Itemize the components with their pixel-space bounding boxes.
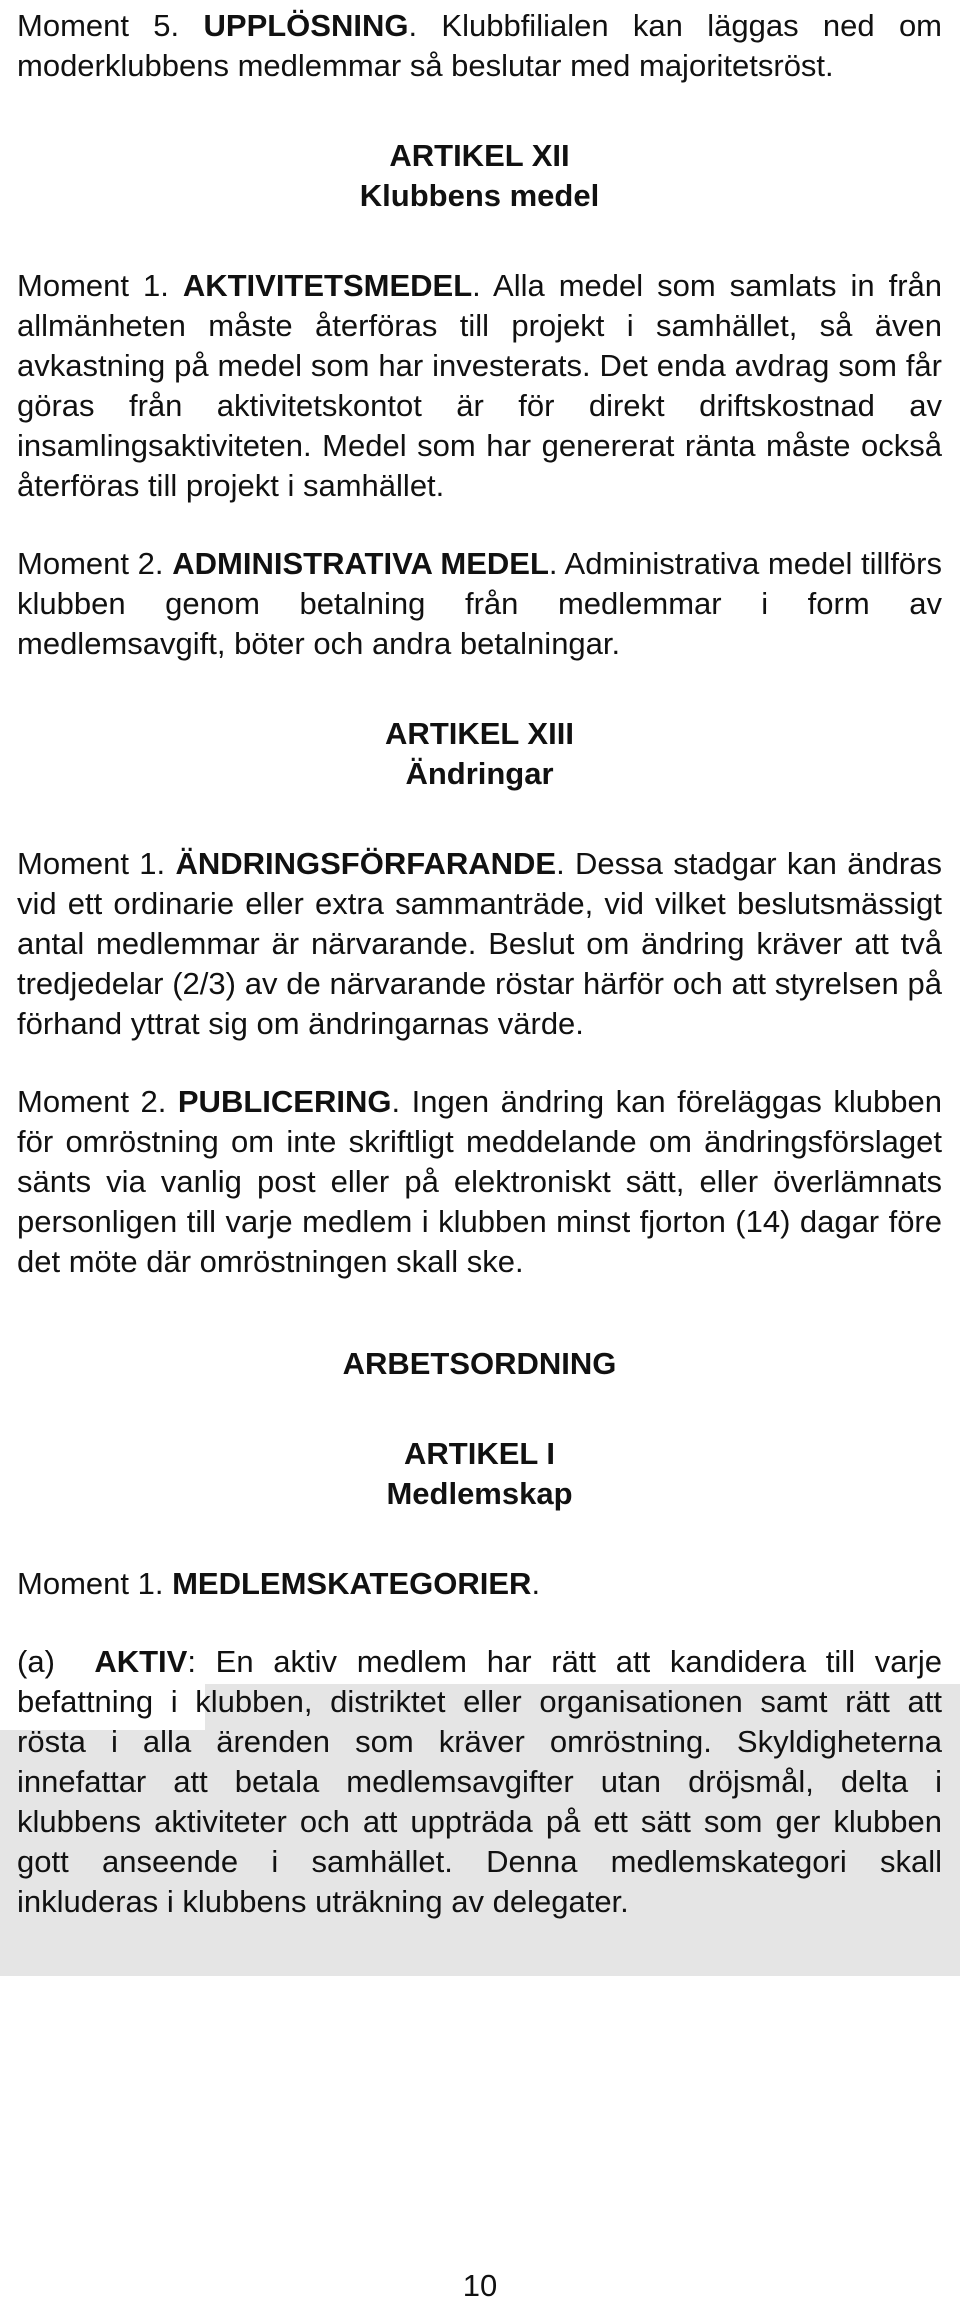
moment-1-aktivitetsmedel-paragraph: [17, 266, 942, 506]
moment-keyword: PUBLICERING: [177, 1084, 392, 1119]
moment-5-paragraph: [17, 6, 942, 86]
moment-keyword: MEDLEMSKATEGORIER: [172, 1566, 532, 1601]
aktiv-member-paragraph: [17, 1642, 942, 1922]
article-1-heading: [17, 1434, 942, 1514]
moment-keyword: ADMINISTRATIVA MEDEL: [172, 546, 549, 581]
moment-2-administrativa-paragraph: [17, 544, 942, 664]
moment-text: . Klubbfilialen kan läggas ned om moderklubbens medlemmar så beslutar med majoritetsröst.: [17, 8, 943, 83]
item-keyword: AKTIV: [94, 1644, 188, 1679]
moment-keyword: AKTIVITETSMEDEL: [182, 268, 473, 303]
article-12-heading: [17, 136, 942, 216]
document-body: [17, 6, 942, 1922]
page-number: 10: [462, 2268, 498, 2303]
item-text: : En aktiv medlem har rätt att kandidera till varje befattning i klubben, distriktet eller organisationen samt rätt att rösta i alla ärenden som kräver omröstning. Skyldigheterna innefattar att betala medlemsavgifter utan dröjsmål, delta i klubbens aktiviteter och att uppträda på ett sätt som ger klubben gott anseende i samhället. Denna medlemskategori skall inkluderas i klubbens uträkning av delegater.: [17, 1644, 942, 1919]
moment-text: .: [531, 1566, 541, 1601]
moment-keyword: ÄNDRINGSFÖRFARANDE: [175, 846, 557, 881]
moment-label: Moment 5.: [17, 8, 204, 43]
article-title: ARTIKEL XII: [389, 138, 570, 173]
article-subtitle: Klubbens medel: [359, 178, 600, 213]
article-subtitle: Ändringar: [405, 756, 554, 791]
article-title: ARTIKEL XIII: [385, 716, 574, 751]
moment-label: Moment 2.: [17, 1084, 178, 1119]
moment-text: . Administrativa medel tillförs klubben genom betalning från medlemmar i form av medlemsavgift, böter och andra betalningar.: [17, 546, 942, 661]
article-subtitle: Medlemskap: [386, 1476, 573, 1511]
article-title: ARTIKEL I: [404, 1436, 555, 1471]
moment-1-andringsforfarande-paragraph: [17, 844, 942, 1044]
moment-label: Moment 1.: [17, 268, 183, 303]
moment-text: . Dessa stadgar kan ändras vid ett ordinarie eller extra sammanträde, vid vilket beslutsmässigt antal medlemmar är närvarande. Beslut om ändring kräver att två tredjedelar (2/3) av de närvarande röstar härför och att styrelsen på förhand yttrat sig om ändringarnas värde.: [17, 846, 942, 1041]
article-13-heading: [17, 714, 942, 794]
moment-label: Moment 1.: [17, 1566, 173, 1601]
moment-label: Moment 1.: [17, 846, 176, 881]
moment-label: Moment 2.: [17, 546, 173, 581]
moment-text: . Ingen ändring kan föreläggas klubben för omröstning om inte skriftligt meddelande om ändringsförslaget sänts via vanlig post eller på elektroniskt sätt, eller överlämnats personligen till varje medlem i klubben minst fjorton (14) dagar före det möte där omröstningen skall ske.: [17, 1084, 942, 1279]
item-label: (a): [17, 1644, 95, 1679]
moment-2-publicering-paragraph: [17, 1082, 942, 1282]
arbetsordning-heading: ARBETSORDNING: [342, 1346, 617, 1381]
moment-text: . Alla medel som samlats in från allmänheten måste återföras till projekt i samhället, så även avkastning på medel som har investerats. Det enda avdrag som får göras från aktivitetskontot är för direkt driftskostnad av insamlingsaktiviteten. Medel som har genererat ränta måste också återföras till projekt i samhället.: [17, 268, 943, 503]
moment-keyword: UPPLÖSNING: [203, 8, 409, 43]
moment-1-medlemskategorier-paragraph: [17, 1564, 942, 1604]
